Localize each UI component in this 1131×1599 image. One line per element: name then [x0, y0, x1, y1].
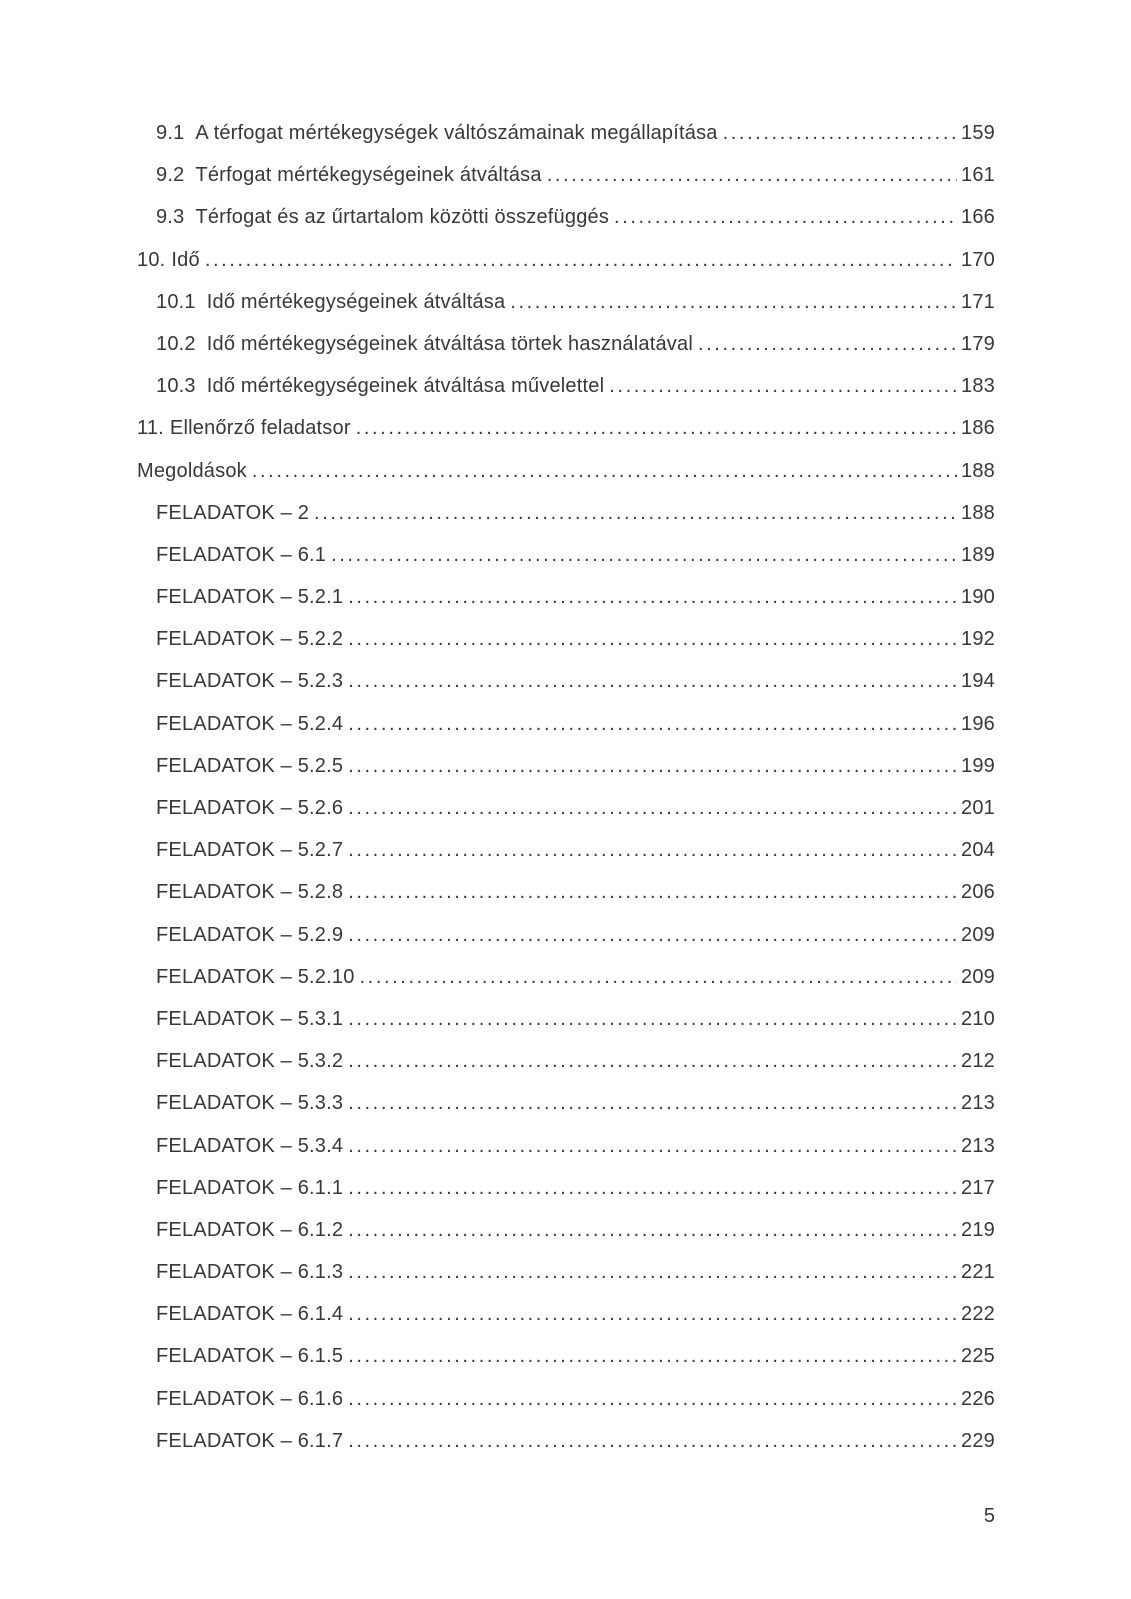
toc-entry — [137, 1040, 995, 1082]
toc-entry — [137, 618, 995, 660]
toc-dot-leader — [698, 323, 957, 365]
toc-entry-label — [156, 1378, 343, 1420]
toc-entry — [137, 281, 995, 323]
toc-entry-label — [156, 829, 343, 871]
toc-dot-leader — [348, 829, 957, 871]
toc-entry-page: 222 — [961, 1303, 995, 1326]
toc-dot-leader — [348, 1378, 957, 1420]
toc-dot-leader — [609, 365, 957, 407]
toc-entry — [137, 1167, 995, 1209]
toc-entry-number: 9.3 — [156, 206, 185, 229]
toc-entry-page: 188 — [961, 501, 995, 524]
toc-entry-title: Idő mértékegységeinek átváltása — [206, 290, 506, 313]
toc-entry-label — [156, 1420, 343, 1462]
toc-entry-label — [137, 450, 247, 492]
toc-dot-leader — [360, 956, 958, 998]
toc-entry-title: FELADATOK – 5.2.3 — [156, 670, 344, 693]
toc-entry — [137, 787, 995, 829]
toc-entry-title: FELADATOK – 5.2.5 — [156, 754, 344, 777]
toc-dot-leader — [348, 787, 957, 829]
toc-entry-label — [156, 1125, 343, 1167]
toc-entry-page: 196 — [961, 712, 995, 735]
toc-entry-label — [156, 1293, 343, 1335]
toc-entry-page: 192 — [961, 628, 995, 651]
toc-entry — [137, 660, 995, 702]
toc-entry-label — [156, 787, 343, 829]
toc-dot-leader — [723, 112, 957, 154]
toc-entry-label — [156, 1251, 343, 1293]
toc-dot-leader — [348, 914, 957, 956]
toc-entry-label — [156, 660, 343, 702]
toc-entry-page: 166 — [961, 206, 995, 229]
toc-entry-label — [156, 871, 343, 913]
toc-entry-page: 183 — [961, 375, 995, 398]
toc-entry-title: FELADATOK – 6.1.1 — [156, 1176, 344, 1199]
toc-entry-page: 209 — [961, 923, 995, 946]
toc-entry-page: 161 — [961, 164, 995, 187]
toc-entry — [137, 407, 995, 449]
toc-entry-page: 226 — [961, 1387, 995, 1410]
toc-dot-leader — [547, 154, 957, 196]
toc-entry-label — [156, 703, 343, 745]
toc-entry-label — [156, 914, 343, 956]
toc-entry-number: 10. — [137, 248, 166, 271]
toc-dot-leader — [348, 1040, 957, 1082]
toc-dot-leader — [510, 281, 957, 323]
toc-entry-title: FELADATOK – 6.1.3 — [156, 1261, 344, 1284]
toc-entry-title: Térfogat és az űrtartalom közötti összefüggés — [195, 206, 610, 229]
toc-entry — [137, 914, 995, 956]
toc-entry — [137, 1293, 995, 1335]
toc-entry-title: FELADATOK – 6.1.6 — [156, 1387, 344, 1410]
toc-entry-label — [156, 1209, 343, 1251]
toc-entry-label — [156, 956, 355, 998]
toc-dot-leader — [252, 450, 957, 492]
toc-entry-label — [156, 576, 343, 618]
toc-entry — [137, 745, 995, 787]
toc-list — [137, 112, 995, 1462]
toc-entry — [137, 239, 995, 281]
toc-entry-label — [156, 1040, 343, 1082]
toc-dot-leader — [348, 1293, 957, 1335]
toc-entry — [137, 534, 995, 576]
toc-entry — [137, 871, 995, 913]
toc-entry-label — [156, 323, 693, 365]
toc-entry — [137, 154, 995, 196]
toc-entry-label — [156, 998, 343, 1040]
toc-entry-label — [156, 745, 343, 787]
toc-entry-page: 213 — [961, 1134, 995, 1157]
toc-entry-title: Ellenőrző feladatsor — [169, 417, 351, 440]
toc-entry-page: 209 — [961, 965, 995, 988]
toc-entry-title: FELADATOK – 5.2.1 — [156, 586, 344, 609]
toc-entry-label — [156, 281, 505, 323]
toc-dot-leader — [348, 1209, 957, 1251]
toc-entry-number: 9.2 — [156, 164, 185, 187]
toc-entry-title: FELADATOK – 5.2.4 — [156, 712, 344, 735]
toc-entry-page: 171 — [961, 290, 995, 313]
toc-entry-number: 11. — [137, 417, 164, 440]
toc-entry — [137, 492, 995, 534]
toc-entry-page: 170 — [961, 248, 995, 271]
toc-entry — [137, 829, 995, 871]
toc-entry-page: 190 — [961, 586, 995, 609]
toc-entry — [137, 196, 995, 238]
toc-entry-page: 186 — [961, 417, 995, 440]
toc-entry-label — [156, 154, 542, 196]
toc-entry-number: 9.1 — [156, 122, 185, 144]
toc-entry-page: 189 — [961, 543, 995, 566]
toc-entry-page: 210 — [961, 1007, 995, 1030]
toc-entry-title: FELADATOK – 2 — [156, 501, 310, 524]
toc-entry-page: 219 — [961, 1218, 995, 1241]
toc-dot-leader — [348, 1167, 957, 1209]
toc-entry-page: 212 — [961, 1050, 995, 1073]
toc-dot-leader — [348, 1082, 957, 1124]
toc-dot-leader — [348, 871, 957, 913]
toc-dot-leader — [614, 196, 957, 238]
toc-entry-title: FELADATOK – 5.2.7 — [156, 839, 344, 862]
toc-entry-label — [156, 618, 343, 660]
toc-entry-number: 10.3 — [156, 375, 196, 398]
toc-entry-number: 10.1 — [156, 290, 196, 313]
toc-entry-label — [137, 239, 200, 281]
toc-entry-label — [156, 492, 309, 534]
toc-entry-page: 188 — [961, 459, 995, 482]
toc-dot-leader — [331, 534, 957, 576]
toc-entry-page: 159 — [961, 122, 995, 144]
page-footer-number: 5 — [983, 1505, 995, 1527]
toc-entry-page: 213 — [961, 1092, 995, 1115]
toc-dot-leader — [348, 1251, 957, 1293]
toc-entry-title: FELADATOK – 5.2.10 — [156, 965, 355, 988]
toc-entry-title: FELADATOK – 6.1.5 — [156, 1345, 344, 1368]
toc-dot-leader — [348, 998, 957, 1040]
toc-entry-page: 204 — [961, 839, 995, 862]
toc-entry — [137, 1378, 995, 1420]
toc-entry-title: FELADATOK – 5.3.4 — [156, 1134, 344, 1157]
toc-entry-page: 217 — [961, 1176, 995, 1199]
toc-dot-leader — [348, 576, 957, 618]
toc-entry-title: FELADATOK – 6.1.2 — [156, 1218, 344, 1241]
toc-dot-leader — [356, 407, 957, 449]
toc-entry — [137, 450, 995, 492]
toc-entry-title: FELADATOK – 6.1.4 — [156, 1303, 344, 1326]
toc-entry-label — [156, 1167, 343, 1209]
toc-dot-leader — [348, 1335, 957, 1377]
toc-dot-leader — [348, 703, 957, 745]
toc-dot-leader — [314, 492, 957, 534]
toc-entry — [137, 1251, 995, 1293]
toc-entry-title: Idő mértékegységeinek átváltása művelettel — [206, 375, 605, 398]
toc-entry-label — [156, 534, 326, 576]
toc-entry-page: 199 — [961, 754, 995, 777]
toc-entry — [137, 1335, 995, 1377]
toc-entry-label — [137, 407, 351, 449]
toc-entry-page: 179 — [961, 332, 995, 355]
toc-entry-label — [156, 365, 604, 407]
toc-entry-page: 194 — [961, 670, 995, 693]
toc-entry — [137, 1125, 995, 1167]
toc-entry — [137, 703, 995, 745]
toc-entry-label — [156, 1335, 343, 1377]
toc-entry — [137, 1209, 995, 1251]
toc-entry-title: Idő — [171, 248, 200, 271]
toc-entry — [137, 112, 995, 154]
toc-entry-title: FELADATOK – 6.1.7 — [156, 1429, 344, 1452]
toc-entry-title: FELADATOK – 5.3.2 — [156, 1050, 344, 1073]
toc-dot-leader — [348, 745, 957, 787]
toc-entry-title: Idő mértékegységeinek átváltása törtek használatával — [206, 332, 693, 355]
toc-entry-label — [156, 196, 609, 238]
toc-entry-title: FELADATOK – 5.2.9 — [156, 923, 344, 946]
toc-entry-number: 10.2 — [156, 332, 196, 355]
toc-dot-leader — [348, 1125, 957, 1167]
toc-entry-title: FELADATOK – 5.2.2 — [156, 628, 344, 651]
toc-dot-leader — [205, 239, 957, 281]
toc-entry-title: Térfogat mértékegységeinek átváltása — [195, 164, 542, 187]
toc-dot-leader — [348, 1420, 957, 1462]
toc-entry-title: Megoldások — [137, 459, 247, 482]
toc-entry — [137, 998, 995, 1040]
toc-dot-leader — [348, 660, 957, 702]
toc-entry — [137, 956, 995, 998]
toc-entry — [137, 1420, 995, 1462]
toc-entry — [137, 576, 995, 618]
toc-entry — [137, 1082, 995, 1124]
toc-entry-title: FELADATOK – 5.2.6 — [156, 797, 344, 819]
toc-entry-label — [156, 1082, 343, 1124]
toc-entry-title: FELADATOK – 5.2.8 — [156, 881, 344, 904]
toc-entry-label — [156, 112, 718, 154]
toc-entry-page: 225 — [961, 1345, 995, 1368]
toc-entry-page: 229 — [961, 1429, 995, 1452]
toc-entry-page: 206 — [961, 881, 995, 904]
toc-entry-title: FELADATOK – 5.3.1 — [156, 1007, 344, 1030]
toc-entry — [137, 365, 995, 407]
toc-entry — [137, 323, 995, 365]
toc-entry-title: A térfogat mértékegységek váltószámainak megállapítása — [195, 122, 718, 144]
toc-entry-page: 221 — [961, 1261, 995, 1284]
toc-entry-page: 201 — [961, 797, 995, 819]
toc-dot-leader — [348, 618, 957, 660]
toc-entry-title: FELADATOK – 6.1 — [156, 543, 327, 566]
toc-entry-title: FELADATOK – 5.3.3 — [156, 1092, 344, 1115]
